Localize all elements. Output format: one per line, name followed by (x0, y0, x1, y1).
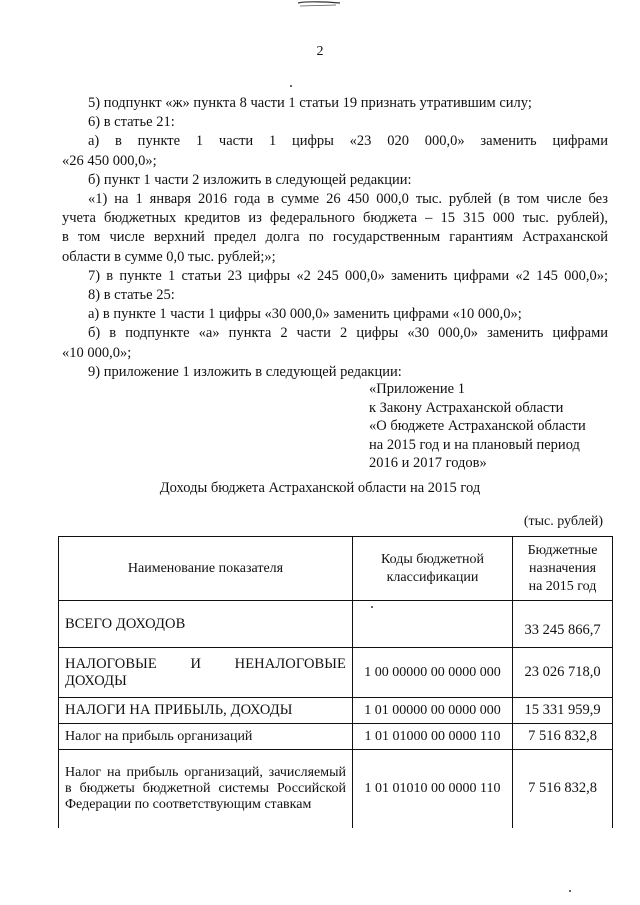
header-codes: Коды бюджетной классификации (353, 537, 513, 601)
header-name: Наименование показателя (59, 537, 353, 601)
row-code: 1 00 00000 00 0000 000 (353, 648, 513, 698)
row-name: Налог на прибыль организаций (59, 724, 353, 750)
row-name: НАЛОГИ НА ПРИБЫЛЬ, ДОХОДЫ (59, 698, 353, 724)
table-row (59, 698, 613, 724)
row-amount: 15 331 959,9 (513, 698, 613, 724)
amendment-item-8a: а) в пункте 1 части 1 цифры «30 000,0» заменить цифрами «10 000,0»; (88, 306, 522, 323)
row-code: 1 01 00000 00 0000 000 (353, 698, 513, 724)
quoted-text-line: «1) на 1 января 2016 года в сумме 26 450 000,0 тыс. рублей (в том числе без (88, 191, 608, 208)
row-amount: 7 516 832,8 (513, 750, 613, 828)
row-name: ВСЕГО ДОХОДОВ (59, 601, 353, 648)
page-number: 2 (316, 44, 324, 59)
scan-dot (290, 85, 292, 87)
table-row (59, 724, 613, 750)
row-code (353, 601, 513, 648)
row-amount: 7 516 832,8 (513, 724, 613, 750)
amendment-item-6a: а) в пункте 1 части 1 цифры «23 020 000,0» заменить цифрами (88, 133, 608, 150)
appendix-line: «Приложение 1 (369, 381, 465, 397)
appendix-line: «О бюджете Астраханской области (369, 418, 586, 435)
header-amount: Бюджетные назначения на 2015 год (513, 537, 613, 601)
appendix-header (369, 380, 586, 473)
appendix-line: 2016 и 2017 годов» (369, 455, 487, 472)
amendment-item-6b: б) пункт 1 части 2 изложить в следующей редакции: (88, 171, 412, 188)
amendment-item-8b-continued: «10 000,0»; (62, 344, 132, 361)
row-code: 1 01 01000 00 0000 110 (353, 724, 513, 750)
row-amount: 23 026 718,0 (513, 648, 613, 698)
table-row (59, 750, 613, 828)
table-row (59, 601, 613, 648)
table-title: Доходы бюджета Астраханской области на 2015 год (159, 480, 481, 496)
amendment-item-6: 6) в статье 21: (88, 114, 175, 131)
table-row (59, 648, 613, 698)
amendment-item-5: 5) подпункт «ж» пункта 8 части 1 статьи 19 признать утратившим силу; (88, 95, 532, 111)
scan-artifact-mark (296, 0, 342, 8)
amendments-text (62, 94, 608, 382)
row-name: Налог на прибыль организаций, зачисляемый в бюджеты бюджетной системы Российской Федерации по соответствующим ставкам (59, 750, 353, 828)
quoted-text-line: учета бюджетных кредитов из федерального бюджета – 15 315 000 тыс. рублей), (62, 210, 608, 227)
table-header-row (59, 537, 613, 601)
amendment-item-9: 9) приложение 1 изложить в следующей редакции: (88, 363, 402, 380)
units-label: (тыс. рублей) (523, 514, 603, 529)
amendment-item-6a-continued: «26 450 000,0»; (62, 152, 157, 169)
amendment-item-8: 8) в статье 25: (88, 287, 175, 304)
amendment-item-7: 7) в пункте 1 статьи 23 цифры «2 245 000,0» заменить цифрами «2 145 000,0»; (88, 267, 608, 284)
appendix-line: к Закону Астраханской области (369, 399, 564, 416)
row-code: 1 01 01010 00 0000 110 (353, 750, 513, 828)
quoted-text-line: области в сумме 0,0 тыс. рублей;»; (62, 248, 276, 265)
scan-dot (569, 890, 571, 892)
quoted-text-line: в том числе верхний предел долга по государственным гарантиям Астраханской (62, 229, 608, 246)
row-name: НАЛОГОВЫЕ И НЕНАЛОГОВЫЕ ДОХОДЫ (59, 648, 353, 698)
appendix-line: на 2015 год и на плановый период (369, 436, 580, 453)
amendment-item-8b: б) в подпункте «а» пункта 2 части 2 цифры «30 000,0» заменить цифрами (88, 325, 608, 342)
income-table (58, 536, 613, 828)
row-amount: 33 245 866,7 (513, 601, 613, 648)
